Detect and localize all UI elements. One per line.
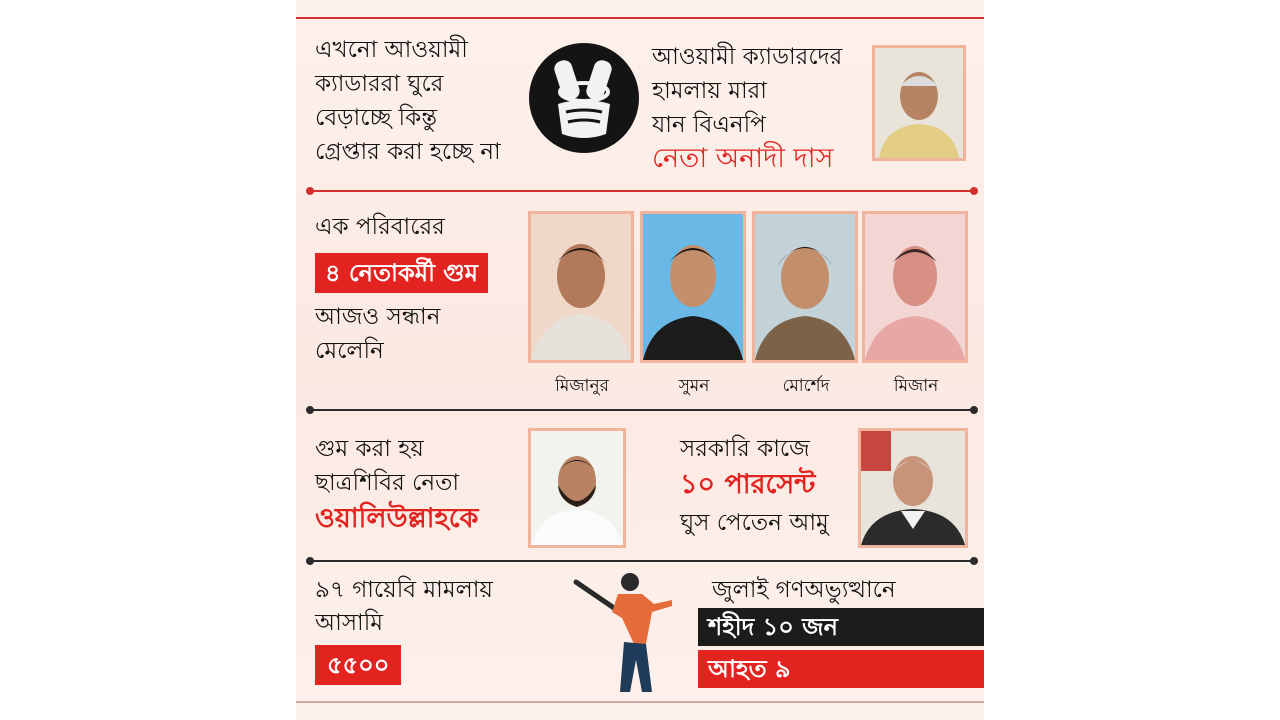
s1-left-line-3: বেড়াচ্ছে কিন্তু (315, 105, 438, 131)
martyred-count-bar: শহীদ ১০ জন (698, 608, 984, 646)
caption-mizanur: মিজানুর (555, 376, 609, 396)
s1-right-line-2: হামলায় মারা (652, 78, 767, 104)
caption-morshed: মোর্শেদ (782, 376, 830, 396)
s3-left-highlight: ওয়ালিউল্লাহকে (315, 503, 479, 534)
s1-left-line-1: এখনো আওয়ামী (315, 37, 468, 63)
caption-sumon: সুমন (678, 376, 710, 396)
divider-1 (310, 190, 974, 192)
top-rule (296, 17, 984, 19)
s2-line-1: এক পরিবারের (315, 214, 445, 240)
s1-right-highlight: নেতা অনাদী দাস (652, 143, 834, 174)
s3-right-highlight: ১০ পারসেন্ট (680, 469, 816, 500)
s4-left-line-2: আসামি (315, 610, 384, 636)
divider-2 (310, 409, 974, 411)
s1-right-line-3: যান বিএনপি (652, 112, 766, 138)
bottom-rule (296, 701, 984, 703)
s4-tag: ৫৫০০ (315, 645, 401, 685)
s4-right-line: জুলাই গণঅভ্যুত্থানে (712, 577, 896, 603)
s1-left-line-2: ক্যাডাররা ঘুরে (315, 71, 444, 97)
s2-tag: ৪ নেতাকর্মী গুম (315, 253, 488, 293)
photo-morshed (752, 211, 858, 363)
s4-left-line-1: ৯৭ গায়েবি মামলায় (315, 577, 493, 603)
s3-right-line-1: সরকারি কাজে (680, 436, 810, 462)
s1-right-line-1: আওয়ামী ক্যাডারদের (652, 44, 843, 70)
photo-mizanur (528, 211, 634, 363)
protester-silhouette-icon (568, 564, 678, 696)
photo-waliullah (528, 428, 626, 548)
photo-anadi-das (872, 45, 966, 161)
s3-left-line-1: গুম করা হয় (315, 436, 424, 462)
injured-count-bar: আহত ৯ (698, 650, 984, 688)
photo-amu (858, 428, 968, 548)
handcuffed-hands-icon (528, 42, 640, 154)
s1-left-line-4: গ্রেপ্তার করা হচ্ছে না (315, 139, 501, 165)
divider-3 (310, 560, 974, 562)
photo-mizan (862, 211, 968, 363)
photo-sumon (640, 211, 746, 363)
s2-line-2: আজও সন্ধান (315, 304, 441, 330)
s2-line-3: মেলেনি (315, 338, 384, 364)
s3-right-line-2: ঘুস পেতেন আমু (680, 510, 829, 536)
s3-left-line-2: ছাত্রশিবির নেতা (315, 470, 460, 496)
caption-mizan: মিজান (893, 376, 939, 396)
